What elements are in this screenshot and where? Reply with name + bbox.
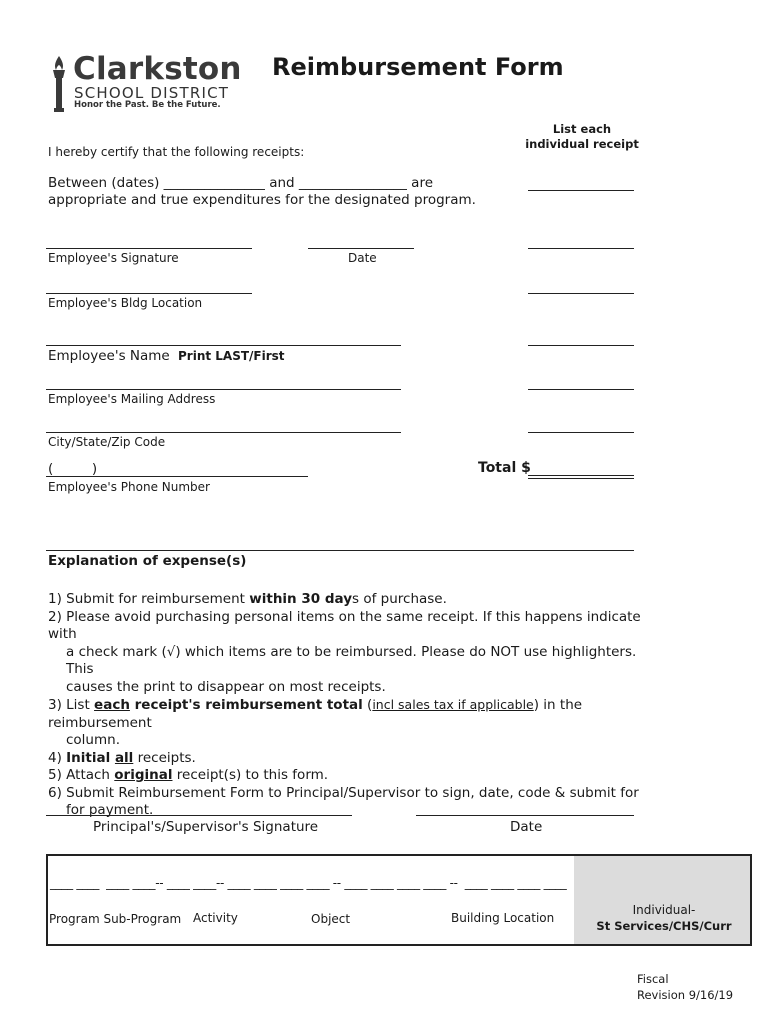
logo-wordmark: Clarkston <box>73 51 242 87</box>
instruction-2: 2) Please avoid purchasing personal items on the same receipt. If this happens indicate with <box>48 608 641 642</box>
city-state-zip-line[interactable] <box>46 432 401 433</box>
total-amount-double-line <box>528 478 634 479</box>
instruction-1: 1) Submit for reimbursement within 30 days of purchase. <box>48 591 447 607</box>
instruction-3: 3) List each receipt's reimbursement total (incl sales tax if applicable) in the reimbursement <box>48 697 583 731</box>
individual-label: Individual- <box>632 903 696 917</box>
city-state-zip-label: City/State/Zip Code <box>48 435 166 449</box>
footer-fiscal: Fiscal <box>637 972 669 986</box>
principal-date-line[interactable] <box>416 815 634 816</box>
instruction-2-cont: causes the print to disappear on most receipts. <box>66 678 386 695</box>
instruction-2-cont: a check mark (√) which items are to be reimbursed. Please do NOT use highlighters. This <box>66 643 637 677</box>
receipt-amount-line[interactable] <box>528 389 634 390</box>
expenditure-statement: appropriate and true expenditures for the designated program. <box>48 192 476 208</box>
footer-revision: Revision 9/16/19 <box>637 988 734 1002</box>
receipt-amount-line[interactable] <box>528 293 634 294</box>
instruction-4: 4) Initial all receipts. <box>48 749 196 766</box>
phone-number-line[interactable] <box>46 476 308 477</box>
employee-name-line[interactable] <box>46 345 401 346</box>
receipt-amount-line[interactable] <box>528 345 634 346</box>
employee-signature-line[interactable] <box>46 248 252 249</box>
phone-number-label: Employee's Phone Number <box>48 480 210 494</box>
employee-signature-label: Employee's Signature <box>48 251 179 265</box>
instruction-5: 5) Attach original receipt(s) to this form. <box>48 767 329 783</box>
principal-signature-line[interactable] <box>46 815 352 816</box>
principal-date-label: Date <box>510 819 543 835</box>
bldg-location-label: Employee's Bldg Location <box>48 296 203 310</box>
principal-signature-label: Principal's/Supervisor's Signature <box>93 819 319 835</box>
total-label: Total $ <box>478 460 531 476</box>
activity-label: Activity <box>193 911 238 925</box>
torch-logo-icon <box>48 54 70 114</box>
logo-subtitle: SCHOOL DISTRICT <box>74 84 230 102</box>
receipt-amount-line[interactable] <box>528 190 634 191</box>
receipt-amount-line[interactable] <box>528 248 634 249</box>
building-location-label: Building Location <box>451 911 555 925</box>
st-services-label: St Services/CHS/Curr <box>596 919 732 933</box>
name-format-hint: Print LAST/First <box>178 349 285 363</box>
receipt-amount-line[interactable] <box>528 432 634 433</box>
bldg-location-line[interactable] <box>46 293 252 294</box>
explanation-line[interactable] <box>46 550 634 551</box>
mailing-address-label: Employee's Mailing Address <box>48 392 216 406</box>
between-dates-text[interactable]: Between (dates) _______________ and ________________ are <box>48 175 434 191</box>
instructions-list <box>48 591 658 820</box>
instruction-6-cont: for payment. <box>66 802 154 818</box>
total-amount-line[interactable] <box>528 475 634 476</box>
explanation-label: Explanation of expense(s) <box>48 553 247 569</box>
account-code-blanks[interactable]: ____ ____ ____ ____-- ____ ____-- ____ ____ ____ ____ -- ____ ____ ____ ____ -- ____ ____ ____ ____ <box>50 876 567 890</box>
phone-area-code[interactable]: ( ) <box>48 461 98 477</box>
employee-name-label: Employee's Name <box>48 348 170 364</box>
program-label: Program Sub-Program <box>49 912 182 926</box>
instruction-6: 6) Submit Reimbursement Form to Principal/Supervisor to sign, date, code & submit for <box>48 784 639 801</box>
instruction-3-cont: column. <box>66 732 120 748</box>
employee-date-label: Date <box>348 251 377 265</box>
logo-tagline: Honor the Past. Be the Future. <box>74 100 221 110</box>
object-label: Object <box>311 912 351 926</box>
certify-text: I hereby certify that the following receipts: <box>48 145 305 159</box>
receipt-column-header: List each individual receipt <box>525 122 639 151</box>
mailing-address-line[interactable] <box>46 389 401 390</box>
employee-date-line[interactable] <box>308 248 414 249</box>
form-title: Reimbursement Form <box>272 53 564 81</box>
